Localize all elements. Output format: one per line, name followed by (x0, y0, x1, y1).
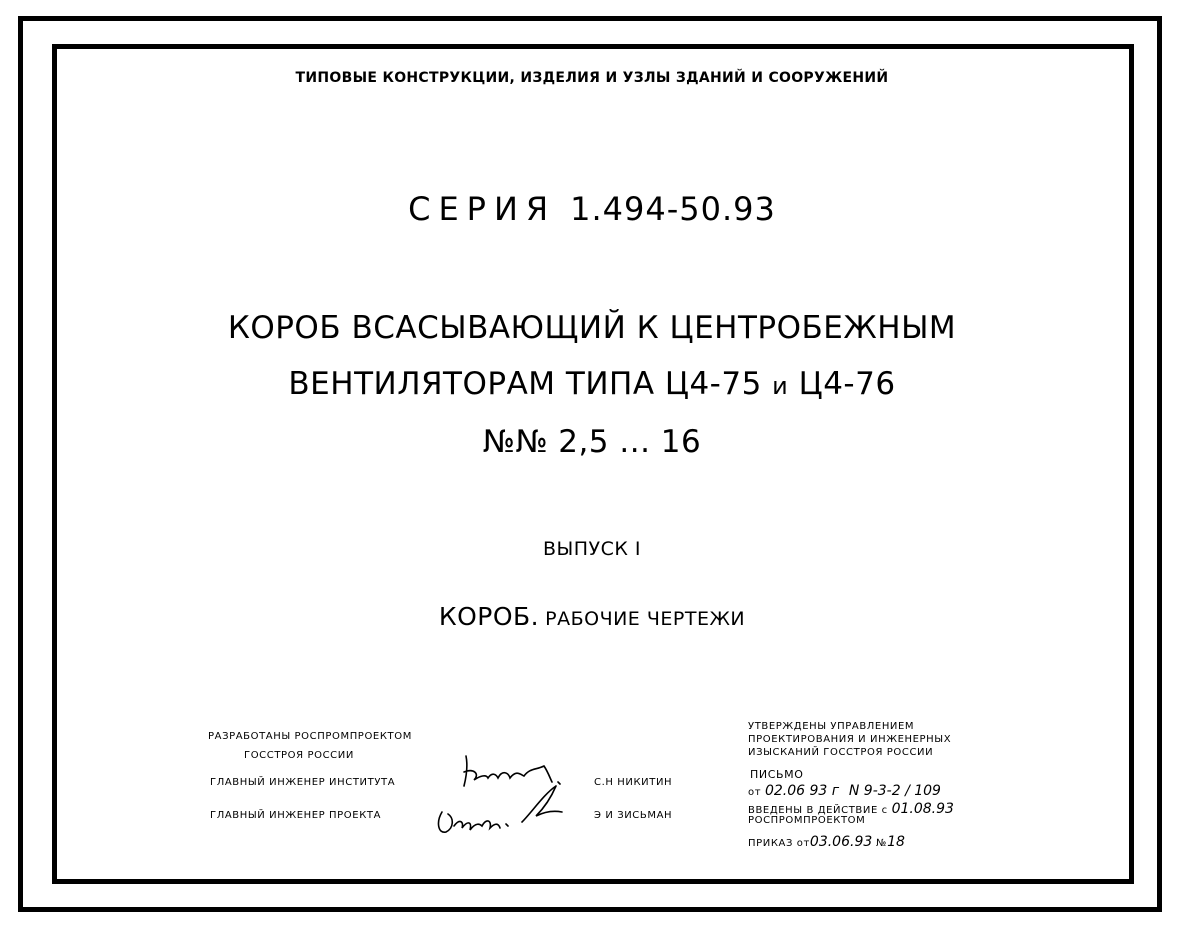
approval-line-2: ПРОЕКТИРОВАНИЯ И ИНЖЕНЕРНЫХ (748, 734, 952, 745)
letter-date: 02.06 93 г (764, 783, 840, 799)
title-line-2-and: и (772, 372, 789, 400)
signature-zisman (432, 782, 572, 842)
developer-organization: ГОССТРОЯ РОССИИ (244, 750, 354, 761)
series-title (0, 190, 1184, 228)
order-number: 18 (887, 834, 905, 850)
chief-engineer-project-label: ГЛАВНЫЙ ИНЖЕНЕР ПРОЕКТА (210, 810, 382, 821)
title-numbers: 2,5 ... 16 (558, 424, 702, 460)
part-subtitle: РАБОЧИЕ ЧЕРТЕЖИ (545, 608, 746, 630)
letter-label: ПИСЬМО (750, 768, 804, 781)
developed-by: РАЗРАБОТАНЫ РОСПРОМПРОЕКТОМ (208, 731, 412, 742)
title-line-2 (0, 366, 1184, 402)
title-line-3 (0, 424, 1184, 460)
part-title (0, 602, 1184, 631)
series-label: СЕРИЯ (408, 190, 557, 228)
issue-label: ВЫПУСК I (542, 538, 642, 560)
title-line-2-a: ВЕНТИЛЯТОРАМ ТИПА Ц4-75 (288, 366, 762, 402)
order-from: от (796, 838, 810, 849)
title-line-2-b: Ц4-76 (798, 366, 896, 402)
chief-engineer-project-name: Э И ЗИСЬМАН (594, 810, 673, 821)
order-line (748, 834, 905, 850)
title-number-prefix: №№ (482, 424, 549, 460)
letter-line (748, 783, 941, 799)
approval-line-1: УТВЕРЖДЕНЫ УПРАВЛЕНИЕМ (748, 721, 915, 732)
title-line-1: КОРОБ ВСАСЫВАЮЩИЙ К ЦЕНТРОБЕЖНЫМ (227, 310, 957, 346)
enacted-date: 01.08.93 (891, 801, 954, 817)
letter-number: N 9-3-2 / 109 (848, 783, 941, 799)
chief-engineer-institute-label: ГЛАВНЫЙ ИНЖЕНЕР ИНСТИТУТА (210, 777, 396, 788)
approval-line-3: ИЗЫСКАНИЙ ГОССТРОЯ РОССИИ (748, 747, 934, 758)
order-date: 03.06.93 (809, 834, 873, 850)
enacted-label: ВВЕДЕНЫ В ДЕЙСТВИЕ с (748, 805, 888, 816)
order-label: ПРИКАЗ (748, 838, 793, 849)
part-name: КОРОБ. (438, 602, 540, 631)
letter-from: от (748, 787, 762, 798)
order-no-label: № (876, 838, 888, 849)
enacted-by: РОСПРОМПРОЕКТОМ (748, 815, 866, 826)
chief-engineer-institute-name: С.Н НИКИТИН (594, 777, 673, 788)
series-number: 1.494-50.93 (570, 190, 776, 228)
inner-frame (52, 44, 1134, 884)
collection-title: ТИПОВЫЕ КОНСТРУКЦИИ, ИЗДЕЛИЯ И УЗЛЫ ЗДАНИЙ И СООРУЖЕНИЙ (295, 70, 889, 86)
